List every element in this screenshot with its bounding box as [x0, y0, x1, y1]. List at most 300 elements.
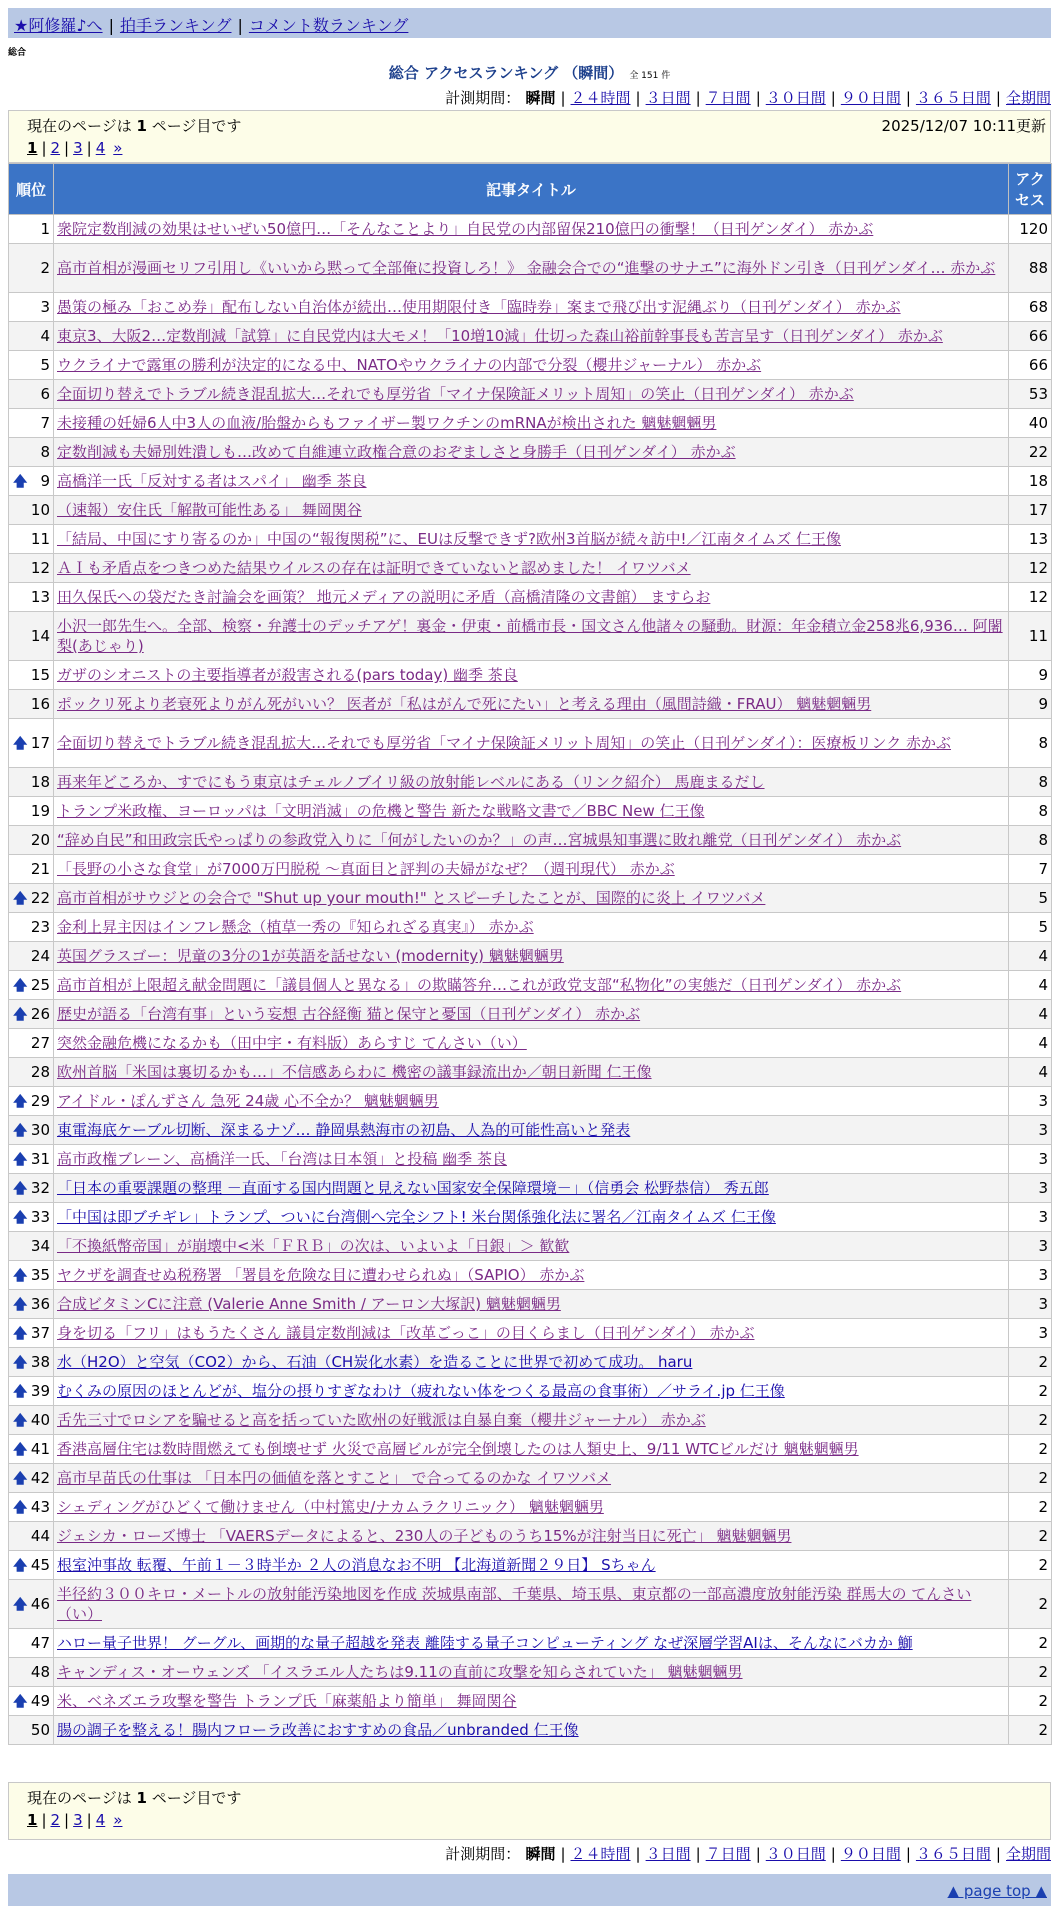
- article-link[interactable]: 全面切り替えでトラブル続き混乱拡大…それでも厚労省「マイナ保険証メリット周知」の笑止（日刊ゲンダイ） 赤かぶ: [57, 385, 854, 403]
- ranking-row: [9, 1261, 1052, 1290]
- title-cell: [54, 855, 1009, 884]
- rank-cell: [9, 1522, 54, 1551]
- ranking-row: [9, 322, 1052, 351]
- period-label: 計測期間：: [445, 89, 521, 107]
- access-count: 66: [1009, 322, 1052, 351]
- access-count: 2: [1009, 1377, 1052, 1406]
- rank-up-arrow-icon: 🡅: [13, 1326, 28, 1342]
- ranking-row: [9, 1551, 1052, 1580]
- ranking-row: [9, 1687, 1052, 1716]
- article-link[interactable]: 米、ベネズエラ攻撃を警告 トランプ氏「麻薬船より簡単」 舞岡関谷: [57, 1692, 517, 1710]
- title-cell: [54, 719, 1009, 768]
- title-cell: [54, 826, 1009, 855]
- article-link[interactable]: シェディングがひどくて働けません（中村篤史/ナカムラクリニック） 魑魅魍魎男: [57, 1498, 604, 1516]
- title-cell: [54, 351, 1009, 380]
- rank-cell: [9, 797, 54, 826]
- rank-number: 45: [30, 1556, 50, 1574]
- ranking-row: [9, 1203, 1052, 1232]
- home-link[interactable]: ★阿修羅♪へ: [14, 16, 103, 35]
- ranking-row: [9, 768, 1052, 797]
- period-option-link[interactable]: ３日間: [645, 89, 691, 107]
- rank-up-arrow-icon: 🡅: [13, 1152, 28, 1168]
- period-current: 瞬間: [520, 1845, 556, 1863]
- title-cell: [54, 554, 1009, 583]
- title-cell: [54, 1000, 1009, 1029]
- footer-bar: [8, 1874, 1051, 1906]
- article-link[interactable]: “辞め自民”和田政宗氏やっぱりの参政党入りに「何がしたいのか？」の声…宮城県知事選に敗れ離党（日刊ゲンダイ） 赤かぶ: [57, 831, 902, 849]
- ranking-row: [9, 1087, 1052, 1116]
- access-count: 68: [1009, 293, 1052, 322]
- rank-cell: [9, 855, 54, 884]
- access-count: 3: [1009, 1174, 1052, 1203]
- rank-up-arrow-icon: 🡅: [13, 1355, 28, 1371]
- ranking-row: [9, 797, 1052, 826]
- rank-number: 30: [30, 1121, 50, 1139]
- period-separator: |: [635, 89, 641, 107]
- article-link[interactable]: ガザのシオニストの主要指導者が殺害される(pars today) 幽季 茶良: [57, 666, 518, 684]
- period-option-link[interactable]: 全期間: [1005, 1845, 1051, 1863]
- ranking-row: [9, 1580, 1052, 1629]
- article-link[interactable]: 東電海底ケーブル切断、深まるナゾ… 静岡県熱海市の初島、人為的可能性高いと発表: [57, 1121, 631, 1139]
- article-link[interactable]: 東京3、大阪2…定数削減「試算」に自民党内は大モメ！「10増10減」仕切った森山裕前幹事長も苦言呈す（日刊ゲンダイ） 赤かぶ: [57, 327, 943, 345]
- rank-number: 48: [30, 1663, 50, 1681]
- article-link[interactable]: 英国グラスゴー：児童の3分の1が英語を話せない (modernity) 魑魅魍魎男: [57, 947, 564, 965]
- rank-up-arrow-icon: 🡅: [13, 1442, 28, 1458]
- rank-number: 5: [40, 356, 50, 374]
- rank-cell: [9, 1406, 54, 1435]
- rank-number: 13: [30, 588, 50, 606]
- period-selector-bottom: [445, 1843, 1051, 1864]
- pager-bottom: [27, 1811, 122, 1829]
- pager-page-link[interactable]: 4: [95, 139, 106, 157]
- rank-number: 34: [30, 1237, 50, 1255]
- article-link[interactable]: 田久保氏への袋だたき討論会を画策？ 地元メディアの説明に矛盾（高橋清隆の文書館） ますらお: [57, 588, 711, 606]
- period-option-link[interactable]: ３６５日間: [915, 1845, 991, 1863]
- rank-cell: [9, 496, 54, 525]
- title-cell: [54, 913, 1009, 942]
- article-link[interactable]: ポックリ死より老衰死よりがん死がいい？ 医者が「私はがんで死にたい」と考える理由（風間詩織・FRAU） 魑魅魍魎男: [57, 695, 872, 713]
- article-link[interactable]: 未接種の妊婦6人中3人の血液/胎盤からもファイザー製ワクチンのmRNAが検出された 魑魅魍魎男: [57, 414, 717, 432]
- rank-number: 20: [30, 831, 50, 849]
- article-link[interactable]: 歴史が語る「台湾有事」という妄想 古谷経衡 猫と保守と憂国（日刊ゲンダイ） 赤かぶ: [57, 1005, 641, 1023]
- rank-cell: [9, 351, 54, 380]
- rank-number: 15: [30, 666, 50, 684]
- access-count: 3: [1009, 1116, 1052, 1145]
- rank-up-arrow-icon: 🡅: [13, 1094, 28, 1110]
- period-separator: |: [755, 89, 761, 107]
- ranking-row: [9, 1435, 1052, 1464]
- pager-next-link[interactable]: »: [113, 139, 123, 157]
- title-cell: [54, 1522, 1009, 1551]
- pager-separator: |: [41, 1811, 47, 1829]
- rank-number: 23: [30, 918, 50, 936]
- title-cell: [54, 1174, 1009, 1203]
- period-option-link[interactable]: ３０日間: [765, 1845, 826, 1863]
- article-link[interactable]: 高市早苗氏の仕事は 「日本円の価値を落とすこと」 で合ってるのかな イワツバメ: [57, 1469, 612, 1487]
- ranking-title: [0, 62, 1059, 83]
- title-cell: [54, 293, 1009, 322]
- ranking-row: [9, 661, 1052, 690]
- access-count: 2: [1009, 1716, 1052, 1745]
- ranking-row: [9, 215, 1052, 244]
- pager-separator: |: [64, 139, 70, 157]
- rank-number: 43: [30, 1498, 50, 1516]
- rank-number: 27: [30, 1034, 50, 1052]
- rank-cell: [9, 1290, 54, 1319]
- period-option-link[interactable]: ９０日間: [840, 1845, 901, 1863]
- ranking-row: [9, 612, 1052, 661]
- access-count: 2: [1009, 1464, 1052, 1493]
- rank-cell: [9, 1261, 54, 1290]
- ranking-row: [9, 1493, 1052, 1522]
- rank-number: 14: [30, 627, 50, 645]
- access-count: 4: [1009, 971, 1052, 1000]
- period-option-link[interactable]: ２４時間: [570, 89, 631, 107]
- access-count: 2: [1009, 1687, 1052, 1716]
- rank-cell: [9, 719, 54, 768]
- article-link[interactable]: 高市政権ブレーン、高橋洋一氏、「台湾は日本領」と投稿 幽季 茶良: [57, 1150, 507, 1168]
- period-separator: |: [755, 1845, 761, 1863]
- article-link[interactable]: 突然金融危機になるかも（田中宇・有料版）あらすじ てんさい（い）: [57, 1034, 527, 1052]
- title-cell: [54, 971, 1009, 1000]
- pager-separator: |: [86, 139, 92, 157]
- pager-page-link[interactable]: 2: [50, 1811, 61, 1829]
- ranking-row: [9, 244, 1052, 293]
- article-link[interactable]: 「結局、中国にすり寄るのか」中国の“報復関税”に、EUは反撃できず?欧州3首脳が続々訪中!／江南タイムズ 仁王像: [57, 530, 841, 548]
- rank-up-arrow-icon: 🡅: [13, 1007, 28, 1023]
- title-cell: [54, 768, 1009, 797]
- ranking-row: [9, 438, 1052, 467]
- pager-current-page[interactable]: 1: [27, 139, 38, 157]
- pager-page-link[interactable]: 2: [50, 139, 61, 157]
- access-count: 4: [1009, 1058, 1052, 1087]
- rank-number: 18: [30, 773, 50, 791]
- rank-cell: [9, 244, 54, 293]
- rank-cell: [9, 884, 54, 913]
- current-page-text: 現在のページは 1 ページ目です: [27, 117, 242, 135]
- access-count: 66: [1009, 351, 1052, 380]
- rank-number: 11: [30, 530, 50, 548]
- ranking-row: [9, 913, 1052, 942]
- access-count: 4: [1009, 942, 1052, 971]
- access-count: 5: [1009, 913, 1052, 942]
- title-cell: [54, 409, 1009, 438]
- article-link[interactable]: 全面切り替えでトラブル続き混乱拡大…それでも厚労省「マイナ保険証メリット周知」の笑止（日刊ゲンダイ）：医療板リンク 赤かぶ: [57, 734, 951, 752]
- period-separator: |: [695, 1845, 701, 1863]
- access-count: 11: [1009, 612, 1052, 661]
- rank-up-arrow-icon: 🡅: [13, 1268, 28, 1284]
- period-option-link[interactable]: ２４時間: [570, 1845, 631, 1863]
- ranking-row: [9, 942, 1052, 971]
- access-count: 18: [1009, 467, 1052, 496]
- article-link[interactable]: 「不換紙幣帝国」が崩壊中<米「ＦＲＢ」の次は、いよいよ「日銀」＞ 歓歓: [57, 1237, 570, 1255]
- rank-number: 32: [30, 1179, 50, 1197]
- access-count: 3: [1009, 1261, 1052, 1290]
- rank-number: 28: [30, 1063, 50, 1081]
- article-link[interactable]: 欧州首脳「米国は裏切るかも…」不信感あらわに 機密の議事録流出か／朝日新聞 仁王像: [57, 1063, 652, 1081]
- article-link[interactable]: 水（H2O）と空気（CO2）から、石油（CH炭化水素）を造ることに世界で初めて成功。 haru: [57, 1353, 693, 1371]
- title-cell: [54, 1629, 1009, 1658]
- rank-up-arrow-icon: 🡅: [13, 1694, 28, 1710]
- period-label: 計測期間：: [445, 1845, 521, 1863]
- access-count: 3: [1009, 1232, 1052, 1261]
- pager-separator: |: [64, 1811, 70, 1829]
- article-link[interactable]: ウクライナで露軍の勝利が決定的になる中、NATOやウクライナの内部で分裂（櫻井ジャーナル） 赤かぶ: [57, 356, 762, 374]
- rank-number: 44: [30, 1527, 50, 1545]
- title-cell: [54, 1058, 1009, 1087]
- access-count: 3: [1009, 1319, 1052, 1348]
- access-count: 8: [1009, 768, 1052, 797]
- article-link[interactable]: 高市首相がサウジとの会合で "Shut up your mouth!" とスピーチしたことが、国際的に炎上 イワツバメ: [57, 889, 766, 907]
- title-cell: [54, 583, 1009, 612]
- ranking-row: [9, 719, 1052, 768]
- article-link[interactable]: 愚策の極み「おこめ券」配布しない自治体が続出…使用期限付き「臨時券」案まで飛び出す泥縄ぶり（日刊ゲンダイ） 赤かぶ: [57, 298, 901, 316]
- title-cell: [54, 942, 1009, 971]
- ranking-row: [9, 1522, 1052, 1551]
- pager-current-page[interactable]: 1: [27, 1811, 38, 1829]
- rank-up-arrow-icon: 🡅: [13, 1558, 28, 1574]
- rank-cell: [9, 913, 54, 942]
- rank-cell: [9, 1377, 54, 1406]
- rank-number: 2: [40, 259, 50, 277]
- title-header: 記事タイトル: [54, 164, 1009, 215]
- title-cell: [54, 690, 1009, 719]
- ranking-row: [9, 1116, 1052, 1145]
- rank-number: 36: [30, 1295, 50, 1313]
- ranking-row: [9, 1290, 1052, 1319]
- ranking-row: [9, 826, 1052, 855]
- rank-up-arrow-icon: 🡅: [13, 1413, 28, 1429]
- rank-number: 22: [30, 889, 50, 907]
- ranking-row: [9, 1029, 1052, 1058]
- period-option-link[interactable]: ３日間: [645, 1845, 691, 1863]
- rank-number: 25: [30, 976, 50, 994]
- article-link[interactable]: 「長野の小さな食堂」が7000万円脱税 ～真面目と評判の夫婦がなぜ？（週刊現代） 赤かぶ: [57, 860, 675, 878]
- article-link[interactable]: （速報）安住氏「解散可能性ある」 舞岡関谷: [57, 501, 362, 519]
- pager-page-link[interactable]: 3: [73, 1811, 83, 1829]
- article-link[interactable]: 「日本の重要課題の整理 －直面する国内問題と見えない国家安全保障環境－」（信勇会 松野恭信） 秀五郎: [57, 1179, 769, 1197]
- ranking-row: [9, 1145, 1052, 1174]
- article-link[interactable]: 高市首相が上限超え献金問題に「議員個人と異なる」の欺瞞答弁…これが政党支部“私物化”の実態だ（日刊ゲンダイ） 赤かぶ: [57, 976, 902, 994]
- article-link[interactable]: 合成ビタミンCに注意 (Valerie Anne Smith / アーロン大塚訳) 魑魅魍魎男: [57, 1295, 561, 1313]
- access-count: 53: [1009, 380, 1052, 409]
- period-option-link[interactable]: ７日間: [705, 1845, 751, 1863]
- ranking-row: [9, 1348, 1052, 1377]
- article-link[interactable]: ハロー量子世界！ グーグル、画期的な量子超越を発表 離陸する量子コンピューティング なぜ深層学習AIは、そんなにバカか 鰤: [57, 1634, 913, 1652]
- article-link[interactable]: 定数削減も夫婦別姓潰しも…改めて自維連立政権合意のおぞましさと身勝手（日刊ゲンダイ） 赤かぶ: [57, 443, 736, 461]
- ranking-table: [8, 163, 1052, 1745]
- article-link[interactable]: 金利上昇主因はインフレ懸念（植草一秀の『知られざる真実』） 赤かぶ: [57, 918, 534, 936]
- rank-number: 24: [30, 947, 50, 965]
- article-link[interactable]: むくみの原因のほとんどが、塩分の摂りすぎなわけ（疲れない体をつくる最高の食事術）／サライ.jp 仁王像: [57, 1382, 785, 1400]
- period-separator: |: [695, 89, 701, 107]
- rank-cell: [9, 690, 54, 719]
- rank-number: 21: [30, 860, 50, 878]
- rank-number: 49: [30, 1692, 50, 1710]
- rank-cell: [9, 1464, 54, 1493]
- period-option-link[interactable]: ３６５日間: [915, 89, 991, 107]
- rank-cell: [9, 826, 54, 855]
- rank-cell: [9, 1493, 54, 1522]
- article-link[interactable]: 小沢一郎先生へ。全部、検察・弁護士のデッチアゲ！裏金・伊東・前橋市長・国文さん他諸々の騒動。財源：年金積立金258兆6,936… 阿闍梨(あじゃり): [57, 617, 1003, 655]
- rank-cell: [9, 380, 54, 409]
- ranking-row: [9, 1629, 1052, 1658]
- rank-header: 順位: [9, 164, 54, 215]
- rank-cell: [9, 1029, 54, 1058]
- ranking-row: [9, 554, 1052, 583]
- rank-cell: [9, 1000, 54, 1029]
- title-cell: [54, 380, 1009, 409]
- rank-cell: [9, 1087, 54, 1116]
- ranking-row: [9, 1658, 1052, 1687]
- title-cell: [54, 525, 1009, 554]
- rank-up-arrow-icon: 🡅: [13, 1297, 28, 1313]
- period-separator: |: [995, 89, 1001, 107]
- rank-cell: [9, 1716, 54, 1745]
- rank-up-arrow-icon: 🡅: [13, 1123, 28, 1139]
- pager-separator: |: [86, 1811, 92, 1829]
- nav-separator: |: [237, 16, 243, 35]
- ranking-row: [9, 971, 1052, 1000]
- title-cell: [54, 884, 1009, 913]
- article-link[interactable]: 舌先三寸でロシアを騙せると高を括っていた欧州の好戦派は自暴自棄（櫻井ジャーナル） 赤かぶ: [57, 1411, 706, 1429]
- access-count: 2: [1009, 1658, 1052, 1687]
- rank-up-arrow-icon: 🡅: [13, 1597, 28, 1613]
- period-option-link[interactable]: ９０日間: [840, 89, 901, 107]
- title-cell: [54, 661, 1009, 690]
- rank-number: 9: [40, 472, 50, 490]
- applause-ranking-link[interactable]: 拍手ランキング: [119, 16, 232, 35]
- period-separator: |: [905, 1845, 911, 1863]
- rank-cell: [9, 467, 54, 496]
- access-count: 12: [1009, 554, 1052, 583]
- article-link[interactable]: ＡＩも矛盾点をつきつめた結果ウイルスの存在は証明できていないと認めました！ イワツバメ: [57, 559, 691, 577]
- rank-cell: [9, 554, 54, 583]
- rank-up-arrow-icon: 🡅: [13, 474, 28, 490]
- ranking-row: [9, 855, 1052, 884]
- rank-number: 4: [40, 327, 50, 345]
- rank-cell: [9, 1174, 54, 1203]
- rank-cell: [9, 1319, 54, 1348]
- article-link[interactable]: 腸の調子を整える！腸内フローラ改善におすすめの食品／unbranded 仁王像: [57, 1721, 579, 1739]
- title-cell: [54, 1116, 1009, 1145]
- article-link[interactable]: トランプ米政権、ヨーロッパは「文明消滅」の危機と警告 新たな戦略文書で／BBC New 仁王像: [57, 802, 705, 820]
- rank-number: 29: [30, 1092, 50, 1110]
- article-link[interactable]: 根室沖事故 転覆、午前１－３時半か ２人の消息なお不明 【北海道新聞２９日】 Sちゃん: [57, 1556, 656, 1574]
- ranking-row: [9, 1406, 1052, 1435]
- article-link[interactable]: 半径約３００キロ・メートルの放射能汚染地図を作成 茨城県南部、千葉県、埼玉県、東京都の一部高濃度放射能汚染 群馬大の てんさい（い）: [57, 1585, 972, 1623]
- period-separator: |: [995, 1845, 1001, 1863]
- article-link[interactable]: キャンディス・オーウェンズ 「イスラエル人たちは9.11の直前に攻撃を知らされていた」 魑魅魍魎男: [57, 1663, 743, 1681]
- ranking-row: [9, 351, 1052, 380]
- ranking-row: [9, 1174, 1052, 1203]
- title-cell: [54, 1687, 1009, 1716]
- title-cell: [54, 1658, 1009, 1687]
- access-count: 2: [1009, 1493, 1052, 1522]
- rank-cell: [9, 1580, 54, 1629]
- ranking-row: [9, 380, 1052, 409]
- nav-separator: |: [108, 16, 114, 35]
- ranking-row: [9, 1716, 1052, 1745]
- rank-number: 46: [30, 1595, 50, 1613]
- access-count: 3: [1009, 1087, 1052, 1116]
- page-top-link[interactable]: ▲ page top ▲: [947, 1882, 1047, 1900]
- rank-number: 50: [30, 1721, 50, 1739]
- title-cell: [54, 1435, 1009, 1464]
- rank-cell: [9, 1687, 54, 1716]
- comment-ranking-link[interactable]: コメント数ランキング: [248, 16, 409, 35]
- rank-cell: [9, 661, 54, 690]
- rank-number: 8: [40, 443, 50, 461]
- period-selector-top: [445, 87, 1051, 108]
- period-option-link[interactable]: ３０日間: [765, 89, 826, 107]
- rank-cell: [9, 1058, 54, 1087]
- access-header: アクセス: [1009, 164, 1052, 215]
- rank-number: 42: [30, 1469, 50, 1487]
- ranking-row: [9, 884, 1052, 913]
- pager-next-link[interactable]: »: [113, 1811, 123, 1829]
- access-count: 12: [1009, 583, 1052, 612]
- title-cell: [54, 797, 1009, 826]
- title-cell: [54, 1493, 1009, 1522]
- rank-up-arrow-icon: 🡅: [13, 1210, 28, 1226]
- page-info-top: [8, 110, 1051, 163]
- rank-cell: [9, 293, 54, 322]
- article-link[interactable]: 「中国は即ブチギレ」トランプ、ついに台湾側へ完全シフト! 米台関係強化法に署名／江南タイムズ 仁王像: [57, 1208, 776, 1226]
- access-count: 2: [1009, 1580, 1052, 1629]
- article-link[interactable]: 香港高層住宅は数時間燃えても倒壊せず 火災で高層ビルが完全倒壊したのは人類史上、9/11 WTCビルだけ 魑魅魍魎男: [57, 1440, 859, 1458]
- ranking-row: [9, 1377, 1052, 1406]
- article-link[interactable]: 衆院定数削減の効果はせいぜい50億円…「そんなことより」自民党の内部留保210億円の衝撃！（日刊ゲンダイ） 赤かぶ: [57, 220, 874, 238]
- access-count: 40: [1009, 409, 1052, 438]
- rank-number: 10: [30, 501, 50, 519]
- rank-cell: [9, 1551, 54, 1580]
- ranking-count: 全 151 件: [629, 71, 671, 81]
- article-link[interactable]: ヤクザを調査せぬ税務署 「署員を危険な目に遭わせられぬ」（SAPIO） 赤かぶ: [57, 1266, 585, 1284]
- title-cell: [54, 1029, 1009, 1058]
- access-count: 17: [1009, 496, 1052, 525]
- pager-page-link[interactable]: 3: [73, 139, 83, 157]
- period-option-link[interactable]: 全期間: [1005, 89, 1051, 107]
- rank-cell: [9, 1658, 54, 1687]
- title-cell: [54, 1551, 1009, 1580]
- title-cell: [54, 612, 1009, 661]
- article-link[interactable]: 高市首相が漫画セリフ引用し《いいから黙って全部俺に投資しろ！》 金融会合での“進撃のサナエ”に海外ドン引き（日刊ゲンダイ… 赤かぶ: [57, 259, 996, 277]
- access-count: 3: [1009, 1290, 1052, 1319]
- article-link[interactable]: 高橋洋一氏「反対する者はスパイ」 幽季 茶良: [57, 472, 367, 490]
- title-cell: [54, 1406, 1009, 1435]
- access-count: 2: [1009, 1522, 1052, 1551]
- period-option-link[interactable]: ７日間: [705, 89, 751, 107]
- access-count: 2: [1009, 1348, 1052, 1377]
- article-link[interactable]: 再来年どころか、すでにもう東京はチェルノブイリ級の放射能レベルにある（リンク紹介） 馬鹿まるだし: [57, 773, 765, 791]
- ranking-row: [9, 1232, 1052, 1261]
- access-count: 4: [1009, 1000, 1052, 1029]
- rank-cell: [9, 942, 54, 971]
- title-cell: [54, 1087, 1009, 1116]
- access-count: 3: [1009, 1145, 1052, 1174]
- title-cell: [54, 1319, 1009, 1348]
- article-link[interactable]: 身を切る「フリ」はもうたくさん 議員定数削減は「改革ごっこ」の目くらまし（日刊ゲンダイ） 赤かぶ: [57, 1324, 755, 1342]
- category-label: 総合: [8, 48, 27, 58]
- article-link[interactable]: アイドル・ぽんずさん 急死 24歳 心不全か？ 魑魅魍魎男: [57, 1092, 439, 1110]
- updated-timestamp: 2025/12/07 10:11更新: [881, 117, 1046, 135]
- access-count: 13: [1009, 525, 1052, 554]
- rank-cell: [9, 1203, 54, 1232]
- rank-number: 16: [30, 695, 50, 713]
- article-link[interactable]: ジェシカ・ローズ博士 「VAERSデータによると、230人の子どものうち15%が注射当日に死亡」 魑魅魍魎男: [57, 1527, 792, 1545]
- pager-page-link[interactable]: 4: [95, 1811, 106, 1829]
